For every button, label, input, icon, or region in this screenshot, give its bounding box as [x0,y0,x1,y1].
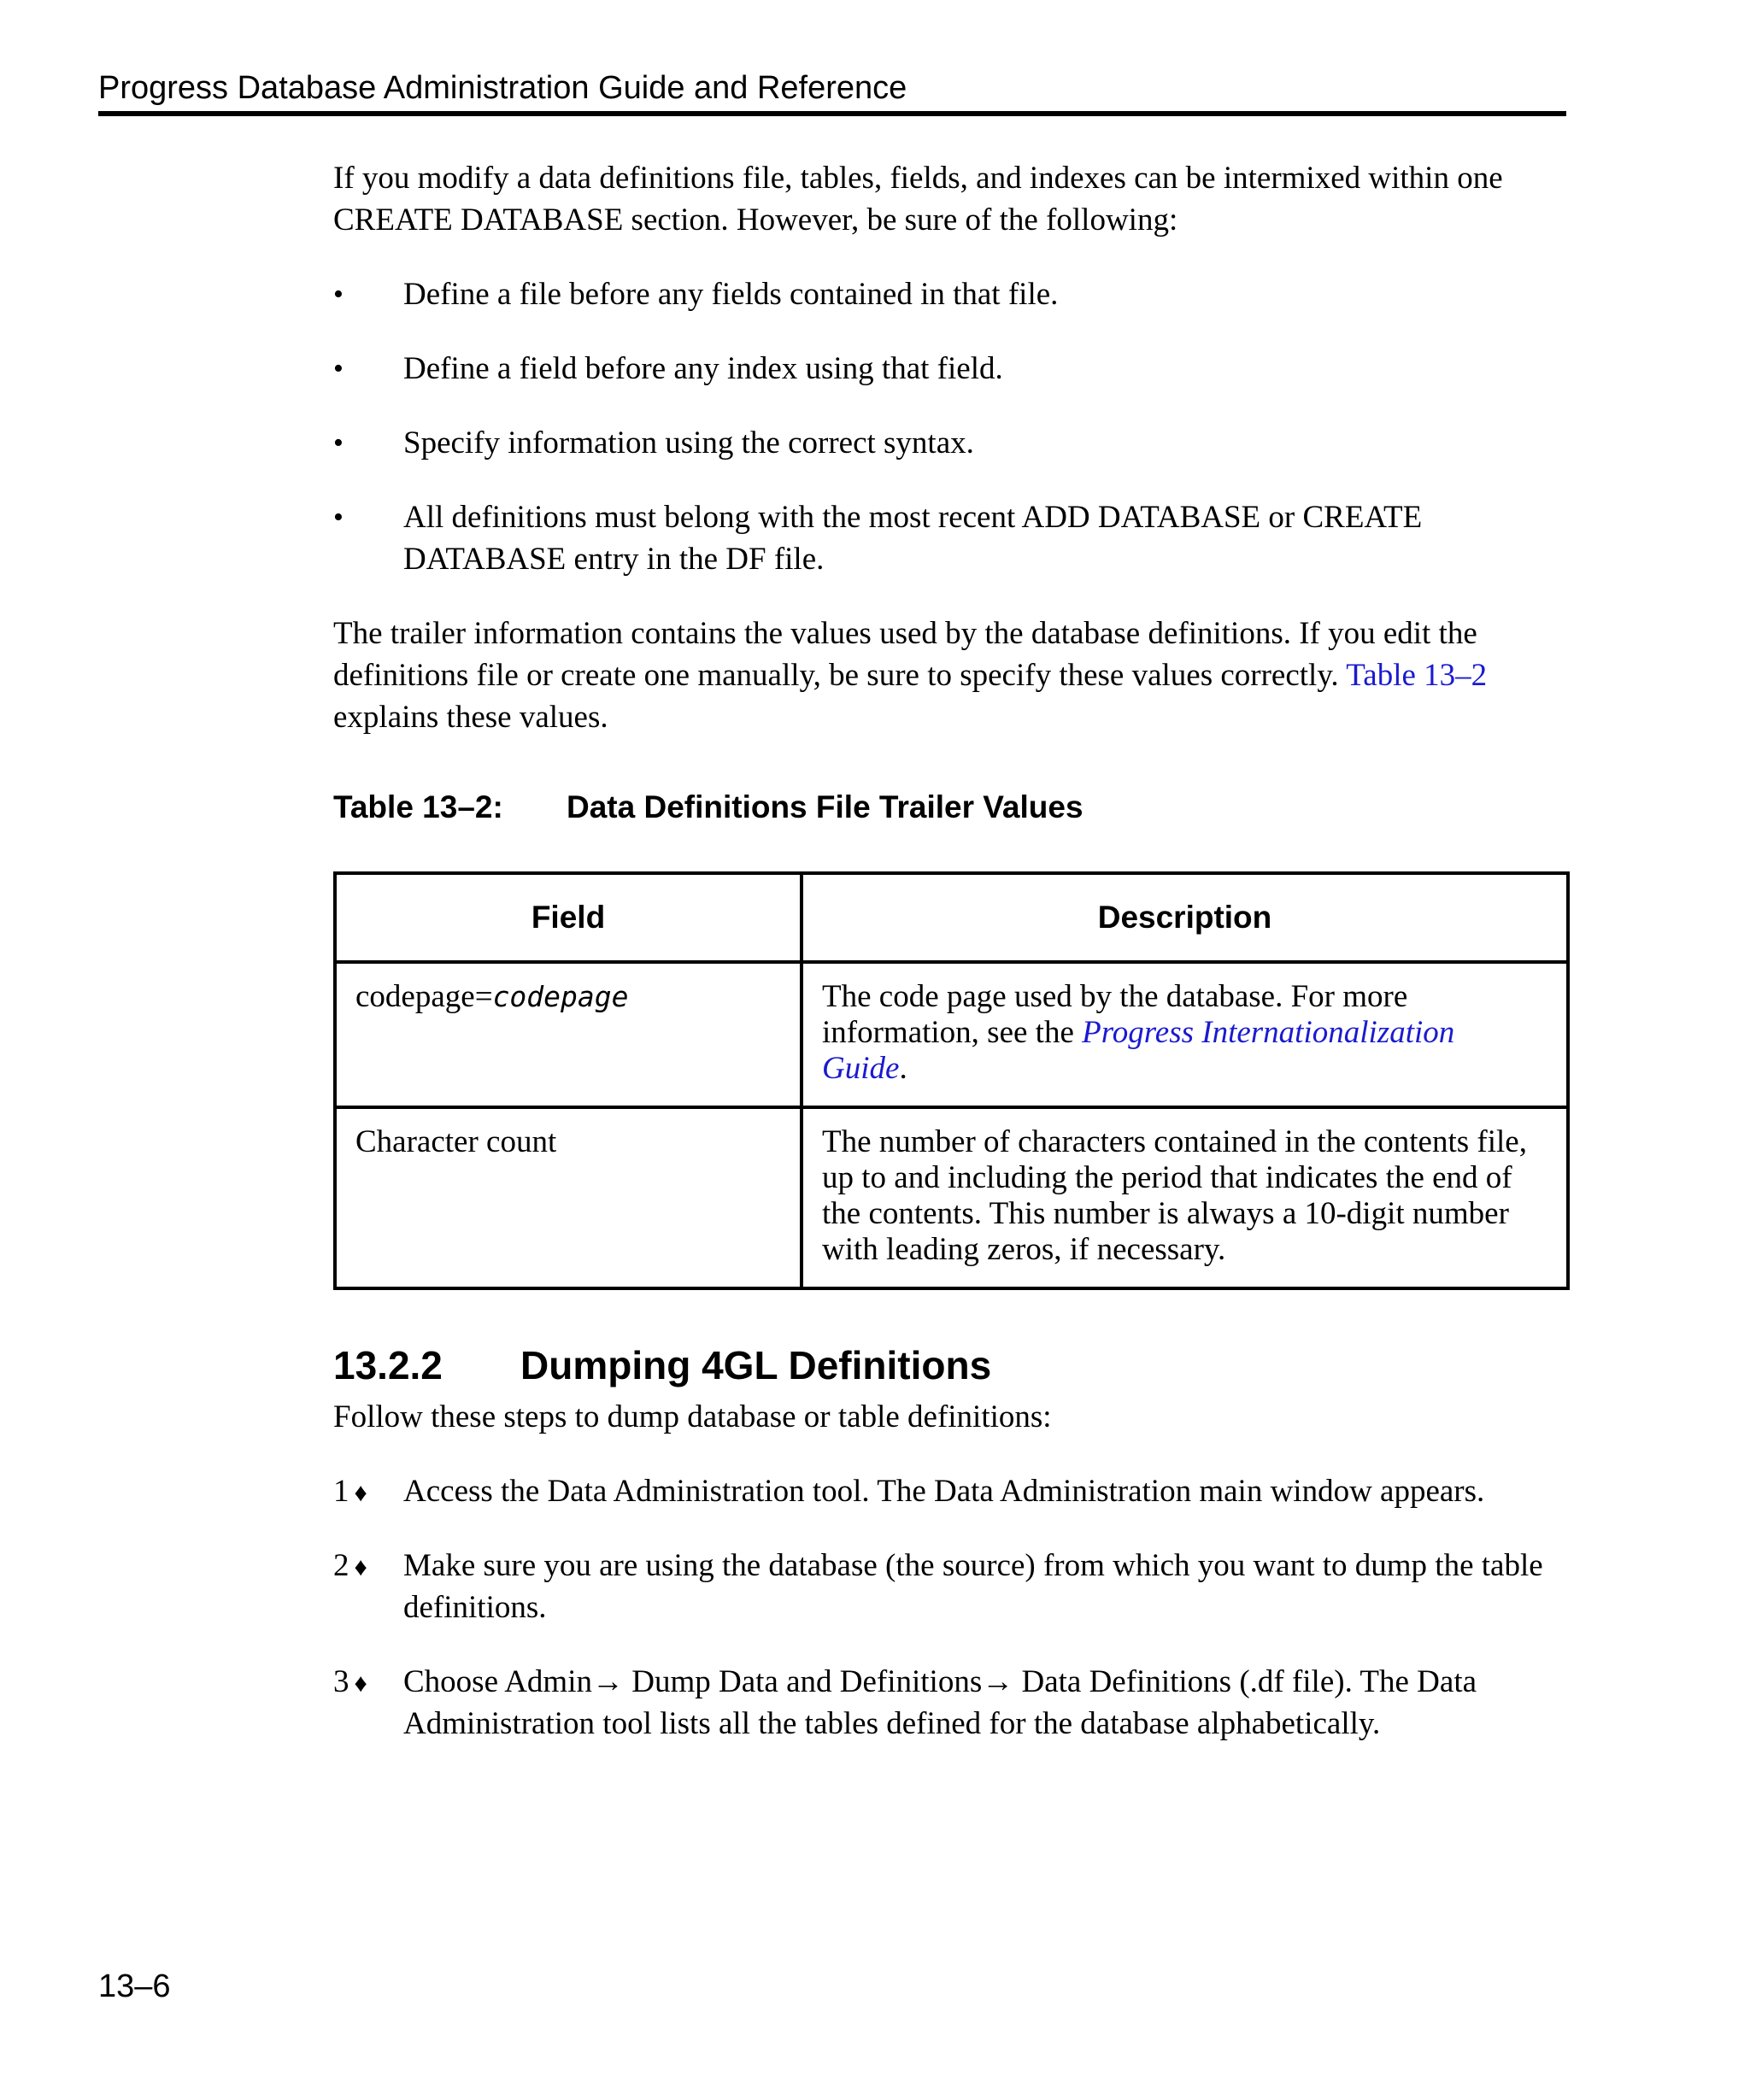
step-marker [333,1545,402,1588]
intro-paragraph: If you modify a data definitions file, tables, fields, and indexes can be intermixed within one CREATE DATABASE section. However, be sure of the following: [333,161,1503,238]
page-body [333,157,1566,1777]
step-number: 1 [333,1474,349,1509]
bullet-item [333,496,1566,580]
table-caption-title: Data Definitions File Trailer Values [567,789,1083,824]
field-cell [335,962,802,1107]
internationalization-guide-link[interactable]: Progress Internationalization Guide [822,1015,1455,1086]
step-item [333,1470,1566,1512]
section-title: Dumping 4GL Definitions [520,1343,992,1387]
section-number: 13.2.2 [333,1343,443,1387]
field-name: codepage= [355,979,493,1014]
bullet-icon: • [333,427,344,459]
description-cell [802,1107,1568,1288]
table-row [335,962,1568,1107]
rules-bullet-list [333,273,1566,580]
section-heading [333,1341,1566,1389]
step-item [333,1661,1566,1745]
step-item [333,1545,1566,1628]
bullet-item [333,422,1566,464]
step-number: 3 [333,1664,349,1699]
table-header-row [335,873,1568,962]
diamond-icon: ♦ [354,1553,367,1581]
trailer-values-table [333,871,1570,1290]
bullet-icon: • [333,502,344,533]
table-caption [333,788,1566,827]
field-name: Character count [355,1124,557,1159]
step-marker [333,1661,402,1704]
description-text-end: . [899,1051,907,1086]
description-text: The code page used by the database. For more information, see the [822,979,1408,1050]
column-header-description: Description [802,873,1568,962]
running-header: Progress Database Administration Guide and Reference [98,70,907,106]
bullet-text: Specify information using the correct syntax. [403,425,974,460]
step-text: Choose Admin→ Dump Data and Definitions→ Data Definitions (.df file). The Data Administration tool lists all the tables defined for the database alphabetically. [403,1664,1477,1741]
diamond-icon: ♦ [354,1479,367,1507]
bullet-icon: • [333,279,344,310]
bullet-icon: • [333,353,344,384]
steps-intro: Follow these steps to dump database or table definitions: [333,1399,1052,1434]
description-cell [802,962,1568,1107]
diamond-icon: ♦ [354,1669,367,1698]
description-text: The number of characters contained in the contents file, up to and including the period that indicates the end of the contents. This number is always a 10-digit number with leading zeros, if necessary. [822,1124,1527,1267]
step-text: Access the Data Administration tool. The Data Administration main window appears. [403,1474,1485,1509]
bullet-text: Define a field before any index using that field. [403,351,1003,386]
table-caption-number: Table 13–2: [333,789,503,824]
bullet-item [333,273,1566,315]
table-row [335,1107,1568,1288]
step-number: 2 [333,1548,349,1583]
table-cross-reference-link[interactable]: Table 13–2 [1346,658,1488,693]
column-header-field: Field [335,873,802,962]
header-rule [98,111,1566,116]
step-marker [333,1470,402,1514]
bullet-text: All definitions must belong with the most recent ADD DATABASE or CREATE DATABASE entry in the DF file. [403,500,1423,577]
trailer-text-end: explains these values. [333,700,608,735]
field-placeholder: codepage [492,980,629,1013]
bullet-item [333,348,1566,390]
page-number: 13–6 [98,1968,171,2004]
field-cell [335,1107,802,1288]
trailer-text: The trailer information contains the values used by the database definitions. If you edit the definitions file or create one manually, be sure to specify these values correctly. [333,616,1477,693]
bullet-text: Define a file before any fields contained in that file. [403,277,1059,312]
trailer-paragraph [333,613,1566,738]
step-text: Make sure you are using the database (the source) from which you want to dump the table definitions. [403,1548,1543,1625]
steps-list [333,1470,1566,1745]
